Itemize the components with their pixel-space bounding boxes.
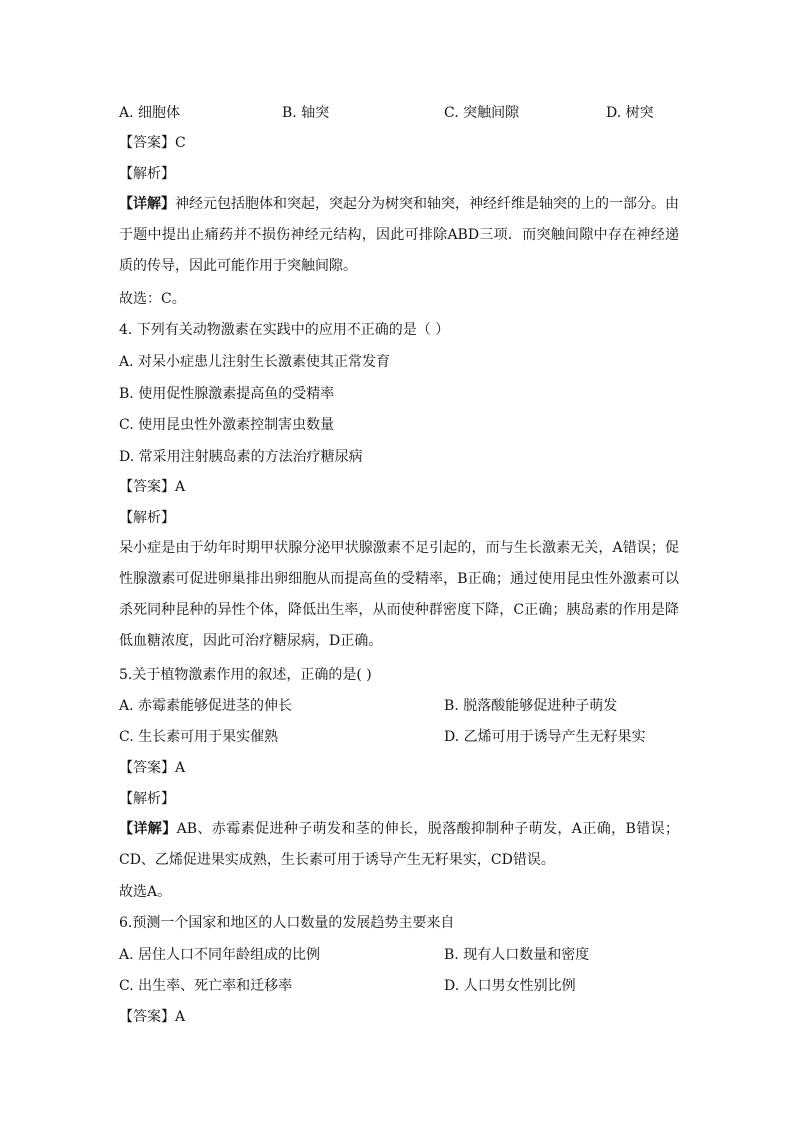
q6-option-a: A. 居住人口不同年龄组成的比例 xyxy=(119,947,321,963)
q5-conclusion: 故选A。 xyxy=(119,884,172,900)
q4-answer: 【答案】A xyxy=(119,479,186,495)
q4-option-c: C. 使用昆虫性外激素控制害虫数量 xyxy=(119,417,335,433)
q5-option-c: C. 生长素可用于果实催熟 xyxy=(119,729,279,745)
q3-analysis-heading: 【解析】 xyxy=(119,166,175,182)
q5-detail-text: AB、赤霉素促进种子萌发和茎的伸长，脱落酸抑制种子萌发，A正确，B错误；CD、乙烯促进果实成熟，生长素可用于诱导产生无籽果实，CD错误。 xyxy=(119,821,680,868)
q3-answer: 【答案】C xyxy=(119,135,186,151)
q6-option-b: B. 现有人口数量和密度 xyxy=(444,947,590,963)
q5-answer: 【答案】A xyxy=(119,760,186,776)
q5-detail xyxy=(119,814,679,876)
q5-option-b: B. 脱落酸能够促进种子萌发 xyxy=(444,698,618,714)
q3-detail xyxy=(119,189,679,282)
q4-stem: 4. 下列有关动物激素在实践中的应用不正确的是（ ） xyxy=(119,322,450,338)
q6-stem: 6.预测一个国家和地区的人口数量的发展趋势主要来自 xyxy=(119,915,455,931)
q3-option-b: B. 轴突 xyxy=(282,105,330,121)
q4-analysis-heading: 【解析】 xyxy=(119,510,175,526)
q3-option-c: C. 突触间隙 xyxy=(444,105,520,121)
q3-conclusion: 故选：C。 xyxy=(119,291,186,307)
q6-option-d: D. 人口男女性别比例 xyxy=(444,978,576,994)
q5-detail-tag: 【详解】 xyxy=(119,821,177,837)
q3-option-a: A. 细胞体 xyxy=(119,105,181,121)
q5-analysis-heading: 【解析】 xyxy=(119,791,175,807)
q5-option-a: A. 赤霉素能够促进茎的伸长 xyxy=(119,698,293,714)
q3-detail-tag: 【详解】 xyxy=(119,196,175,212)
q3-detail-text: 神经元包括胞体和突起，突起分为树突和轴突，神经纤维是轴突的上的一部分。由于题中提出止痛药并不损伤神经元结构，因此可排除ABD三项．而突触间隙中存在神经递质的传导，因此可能作用于突触间隙。 xyxy=(119,196,679,274)
q4-option-d: D. 常采用注射胰岛素的方法治疗糖尿病 xyxy=(119,449,363,465)
q5-stem: 5.关于植物激素作用的叙述，正确的是( ) xyxy=(119,667,372,683)
q6-answer: 【答案】A xyxy=(119,1009,186,1025)
q4-analysis-text: 呆小症是由于幼年时期甲状腺分泌甲状腺激素不足引起的，而与生长激素无关，A错误；促性腺激素可促进卵巢排出卵细胞从而提高鱼的受精率，B正确；通过使用昆虫性外激素可以杀死同种昆种的异性个体，降低出生率，从而使种群密度下降，C正确；胰岛素的作用是降低血糖浓度，因此可治疗糖尿病，D正确。 xyxy=(119,540,679,649)
q5-option-d: D. 乙烯可用于诱导产生无籽果实 xyxy=(444,729,646,745)
q4-option-b: B. 使用促性腺激素提高鱼的受精率 xyxy=(119,386,335,402)
q4-option-a: A. 对呆小症患儿注射生长激素使其正常发育 xyxy=(119,354,391,370)
q6-option-c: C. 出生率、死亡率和迁移率 xyxy=(119,978,293,994)
q3-option-d: D. 树突 xyxy=(606,105,654,121)
